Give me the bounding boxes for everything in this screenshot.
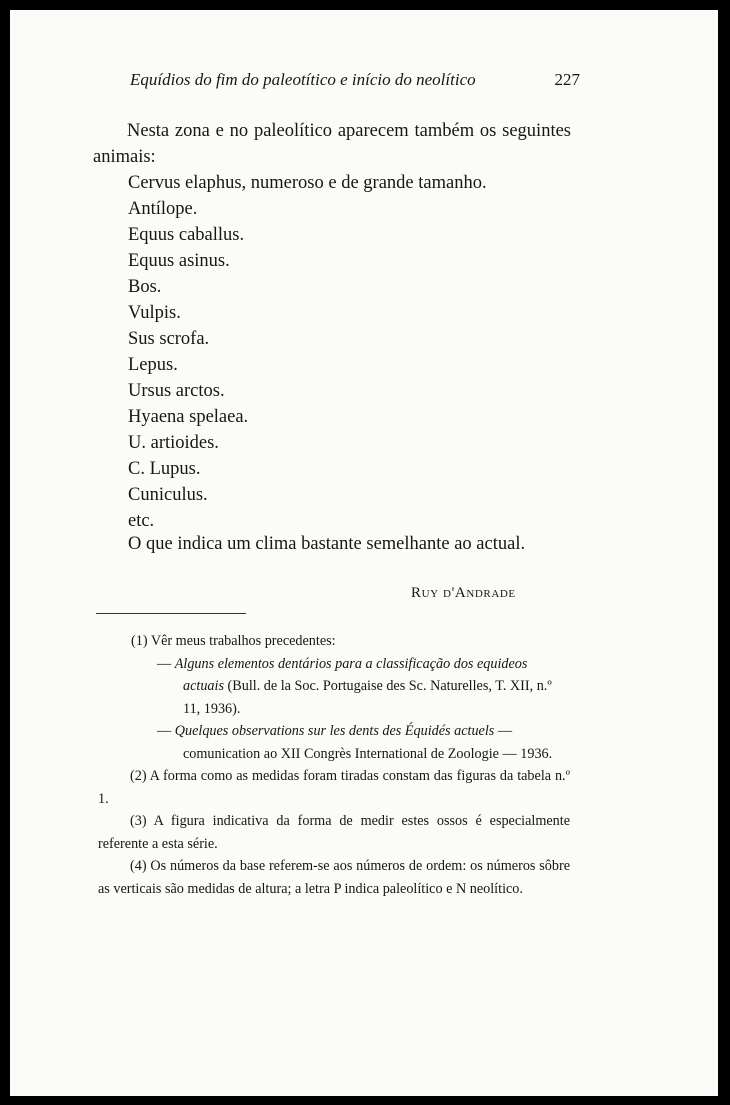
reference-details: (Bull. de la Soc. Portugaise des Sc. Naturelles, T. XII, n.º 11, 1936). <box>183 678 552 717</box>
intro-paragraph: Nesta zona e no paleolítico aparecem também os seguintes animais: <box>93 121 571 167</box>
reference-details: — comunication ao XII Congrès International de Zoologie — 1936. <box>183 723 553 762</box>
species-item: U. artioides. <box>128 433 219 453</box>
footnote-divider <box>96 613 246 614</box>
footnote-text: A figura indicativa da forma de medir estes ossos é especialmente referente a esta série. <box>98 813 570 852</box>
page-number: 227 <box>554 70 580 89</box>
footnote-text: Vêr meus trabalhos precedentes: <box>150 633 336 649</box>
footnote-4 <box>98 855 570 900</box>
species-item: Cuniculus. <box>128 485 208 505</box>
footnote-3 <box>98 810 570 855</box>
species-item: Sus scrofa. <box>128 329 210 349</box>
footnotes <box>98 630 570 900</box>
running-title: Equídios do fim do paleotítico e início do neolítico <box>130 70 476 89</box>
footnote-marker: (4) <box>130 858 147 874</box>
footnote-marker: (3) <box>130 813 147 829</box>
footnote-1-reference <box>98 720 570 765</box>
species-item: Lepus. <box>128 355 178 375</box>
species-item: Equus asinus. <box>128 251 230 271</box>
reference-title: Alguns elementos dentários para a classificação dos equideos actuais <box>174 655 528 694</box>
species-item: Vulpis. <box>128 303 181 323</box>
footnote-text: Os números da base referem-se aos números de ordem: os números sôbre as verticais são medidas de altura; a letra P indica paleolítico e N neolítico. <box>98 858 570 897</box>
reference-dash: — <box>157 723 172 739</box>
species-item: Ursus arctos. <box>128 381 225 401</box>
book-page <box>10 10 718 1096</box>
species-item: Bos. <box>128 277 162 297</box>
footnote-marker: (1) <box>131 633 148 649</box>
running-header <box>130 70 580 90</box>
footnote-text: A forma como as medidas foram tiradas constam das figuras da tabela n.º 1. <box>98 768 570 807</box>
species-item: C. Lupus. <box>128 459 201 479</box>
footnote-1-reference <box>98 653 570 721</box>
footnote-1 <box>98 630 570 653</box>
footnote-marker: (2) <box>130 768 147 784</box>
species-item: etc. <box>128 511 155 531</box>
reference-title: Quelques observations sur les dents des Équidés actuels <box>174 723 495 739</box>
conclusion-line: O que indica um clima bastante semelhante ao actual. <box>128 534 526 554</box>
reference-dash: — <box>157 655 172 672</box>
species-item: Cervus elaphus, numeroso e de grande tamanho. <box>128 173 487 193</box>
species-item: Equus caballus. <box>128 225 245 245</box>
species-item: Antílope. <box>128 199 198 219</box>
footnote-2 <box>98 765 570 810</box>
author-signature: Ruy d'Andrade <box>411 585 516 601</box>
species-item: Hyaena spelaea. <box>128 407 249 427</box>
species-list <box>128 170 487 534</box>
